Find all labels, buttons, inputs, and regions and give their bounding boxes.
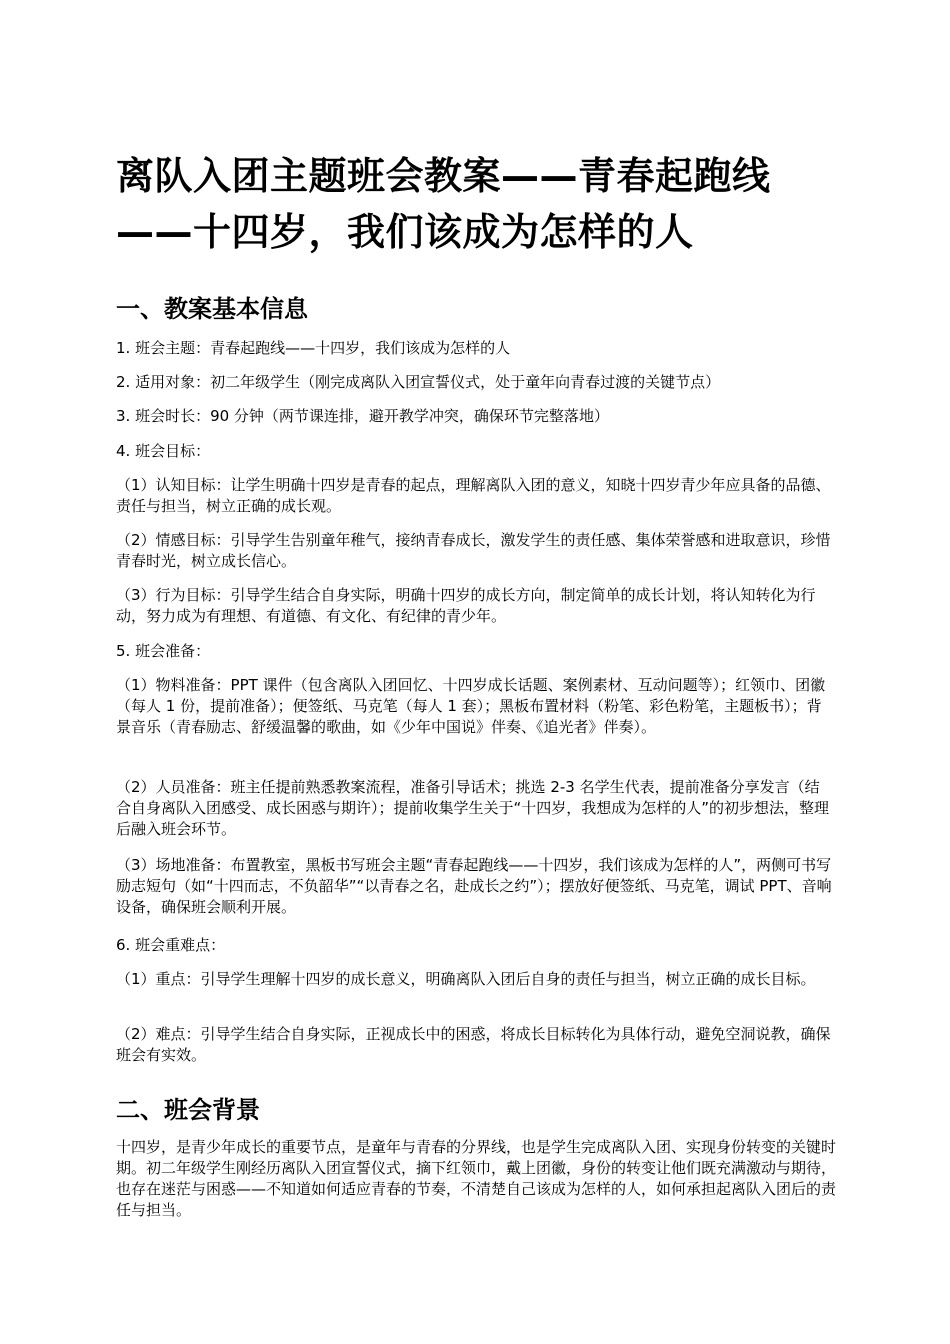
prep-materials: （1）物料准备：PPT 课件（包含离队入团回忆、十四岁成长话题、案例素材、互动问题等）；红领巾、团徽（每人 1 份，提前准备）；便签纸、马克笔（每人 1 套）；黑板布置材料（粉笔、彩色粉笔，主题板书）；背景音乐（青春励志、舒缓温馨的歌曲，如《少年中国说》伴奏、《追光者》伴奏）。 [116,676,826,736]
key-point: （1）重点：引导学生理解十四岁的成长意义，明确离队入团后自身的责任与担当，树立正确的成长目标。 [116,970,816,988]
page-title: 离队入团主题班会教案——青春起跑线——十四岁，我们该成为怎样的人 [116,154,771,254]
difficult-point: （2）难点：引导学生结合自身实际，正视成长中的困惑，将成长目标转化为具体行动，避免空洞说教，确保班会有实效。 [116,1025,831,1064]
list-item-key-points: 6. 班会重难点： [116,936,226,954]
list-item-duration: 3. 班会时长：90 分钟（两节课连排，避开教学冲突，确保环节完整落地） [116,407,609,425]
list-item-theme: 1. 班会主题：青春起跑线——十四岁，我们该成为怎样的人 [116,339,511,357]
section-heading-basic-info: 一、教案基本信息 [116,295,308,323]
goal-cognitive: （1）认知目标：让学生明确十四岁是青春的起点，理解离队入团的意义，知晓十四岁青少年应具备的品德、责任与担当，树立正确的成长观。 [116,476,831,515]
section-heading-background: 二、班会背景 [116,1096,260,1124]
prep-venue: （3）场地准备：布置教室，黑板书写班会主题“青春起跑线——十四岁，我们该成为怎样的人”，两侧可书写励志短句（如“十四而志，不负韶华”“以青春之名，赴成长之约”）；摆放好便签纸、马克笔，调试 PPT、音响设备，确保班会顺利开展。 [116,856,832,916]
list-item-preparation: 5. 班会准备： [116,642,211,660]
goal-behavioral: （3）行为目标：引导学生结合自身实际，明确十四岁的成长方向，制定简单的成长计划，将认知转化为行动，努力成为有理想、有道德、有文化、有纪律的青少年。 [116,586,816,625]
background-paragraph: 十四岁，是青少年成长的重要节点，是童年与青春的分界线，也是学生完成离队入团、实现身份转变的关键时期。初二年级学生刚经历离队入团宣誓仪式，摘下红领巾，戴上团徽，身份的转变让他们既充满激动与期待，也存在迷茫与困惑——不知道如何适应青春的节奏，不清楚自己该成为怎样的人，如何承担起离队入团后的责任与担当。 [116,1138,837,1219]
list-item-audience: 2. 适用对象：初二年级学生（刚完成离队入团宣誓仪式，处于童年向青春过渡的关键节点） [116,373,721,391]
list-item-goals: 4. 班会目标： [116,442,211,460]
prep-personnel: （2）人员准备：班主任提前熟悉教案流程，准备引导话术；挑选 2-3 名学生代表，提前准备分享发言（结合自身离队入团感受、成长困惑与期许）；提前收集学生关于“十四岁，我想成为怎样的人”的初步想法，整理后融入班会环节。 [116,778,830,838]
goal-emotional: （2）情感目标：引导学生告别童年稚气，接纳青春成长，激发学生的责任感、集体荣誉感和进取意识，珍惜青春时光，树立成长信心。 [116,531,831,570]
